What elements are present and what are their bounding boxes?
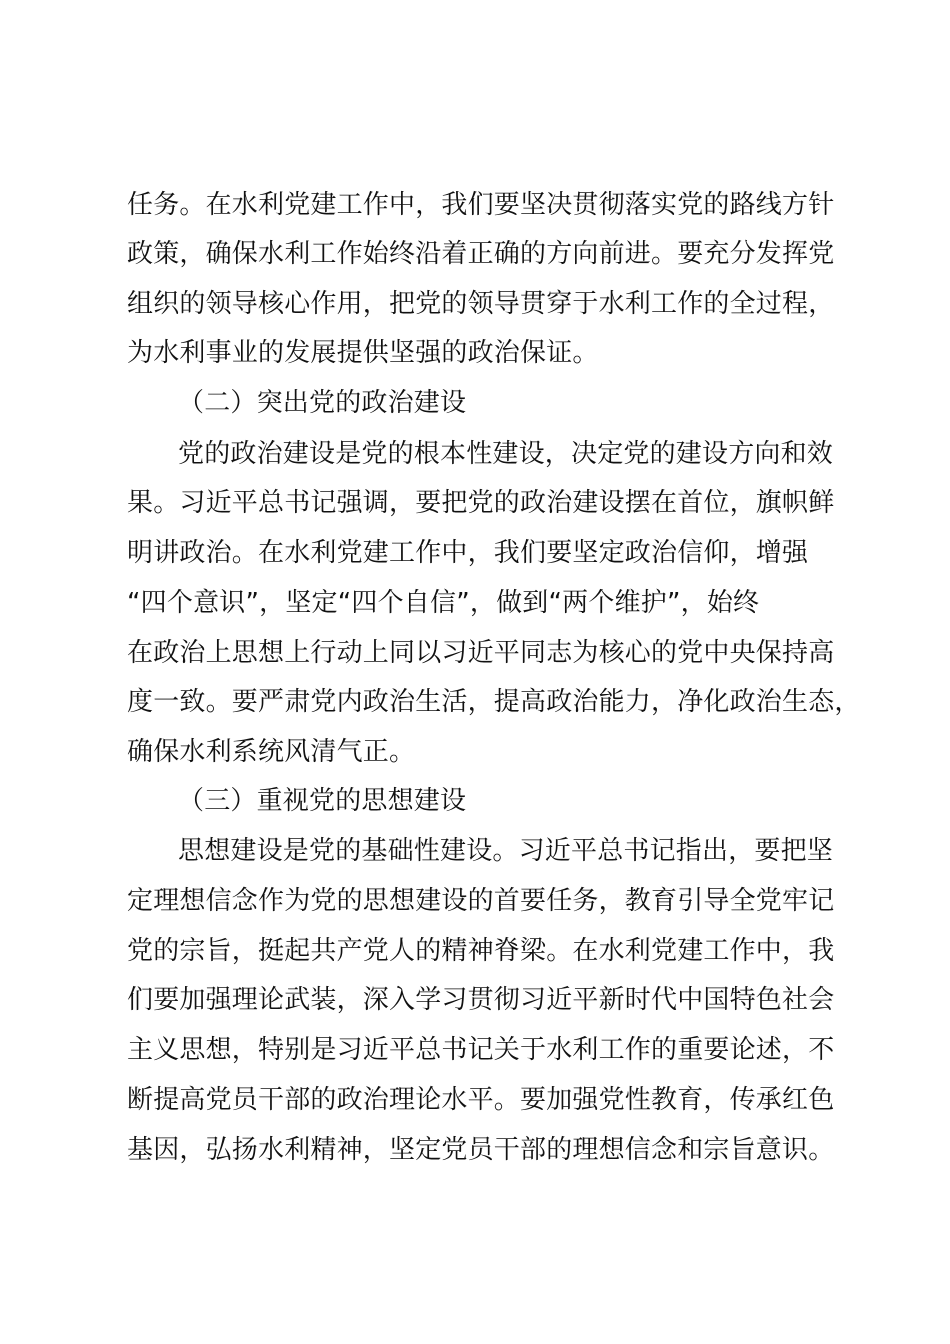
body-text-line: 们要加强理论武装，深入学习贯彻习近平新时代中国特色社会 bbox=[127, 985, 835, 1015]
body-text-line: “四个意识”，坚定“四个自信”，做到“两个维护”，始终 bbox=[127, 588, 760, 618]
section-heading-3: （三）重视党的思想建设 bbox=[178, 786, 467, 816]
body-text-line: 党的政治建设是党的根本性建设，决定党的建设方向和效 bbox=[178, 439, 834, 469]
body-text-line: 明讲政治。在水利党建工作中，我们要坚定政治信仰，增强 bbox=[127, 538, 809, 568]
body-text-line: 思想建设是党的基础性建设。习近平总书记指出，要把坚 bbox=[178, 836, 834, 866]
body-text-line: 确保水利系统风清气正。 bbox=[127, 737, 416, 767]
section-heading-2: （二）突出党的政治建设 bbox=[178, 388, 467, 418]
body-text-line: 定理想信念作为党的思想建设的首要任务，教育引导全党牢记 bbox=[127, 886, 835, 916]
body-text-line: 政策，确保水利工作始终沿着正确的方向前进。要充分发挥党 bbox=[127, 239, 835, 269]
body-text-line: 断提高党员干部的政治理论水平。要加强党性教育，传承红色 bbox=[127, 1085, 835, 1115]
body-text-line: 任务。在水利党建工作中，我们要坚决贯彻落实党的路线方针 bbox=[127, 190, 835, 220]
body-text-line: 为水利事业的发展提供坚强的政治保证。 bbox=[127, 338, 599, 368]
body-text-line: 基因，弘扬水利精神，坚定党员干部的理想信念和宗旨意识。 bbox=[127, 1135, 835, 1165]
body-text-line: 党的宗旨，挺起共产党人的精神脊梁。在水利党建工作中，我 bbox=[127, 936, 835, 966]
body-text-line: 度一致。要严肃党内政治生活，提高政治能力，净化政治生态， bbox=[127, 687, 861, 717]
body-text-line: 果。习近平总书记强调，要把党的政治建设摆在首位，旗帜鲜 bbox=[127, 488, 835, 518]
body-text-line: 组织的领导核心作用，把党的领导贯穿于水利工作的全过程， bbox=[127, 289, 835, 319]
body-text-line: 主义思想，特别是习近平总书记关于水利工作的重要论述，不 bbox=[127, 1035, 835, 1065]
body-text-line: 在政治上思想上行动上同以习近平同志为核心的党中央保持高 bbox=[127, 638, 835, 668]
